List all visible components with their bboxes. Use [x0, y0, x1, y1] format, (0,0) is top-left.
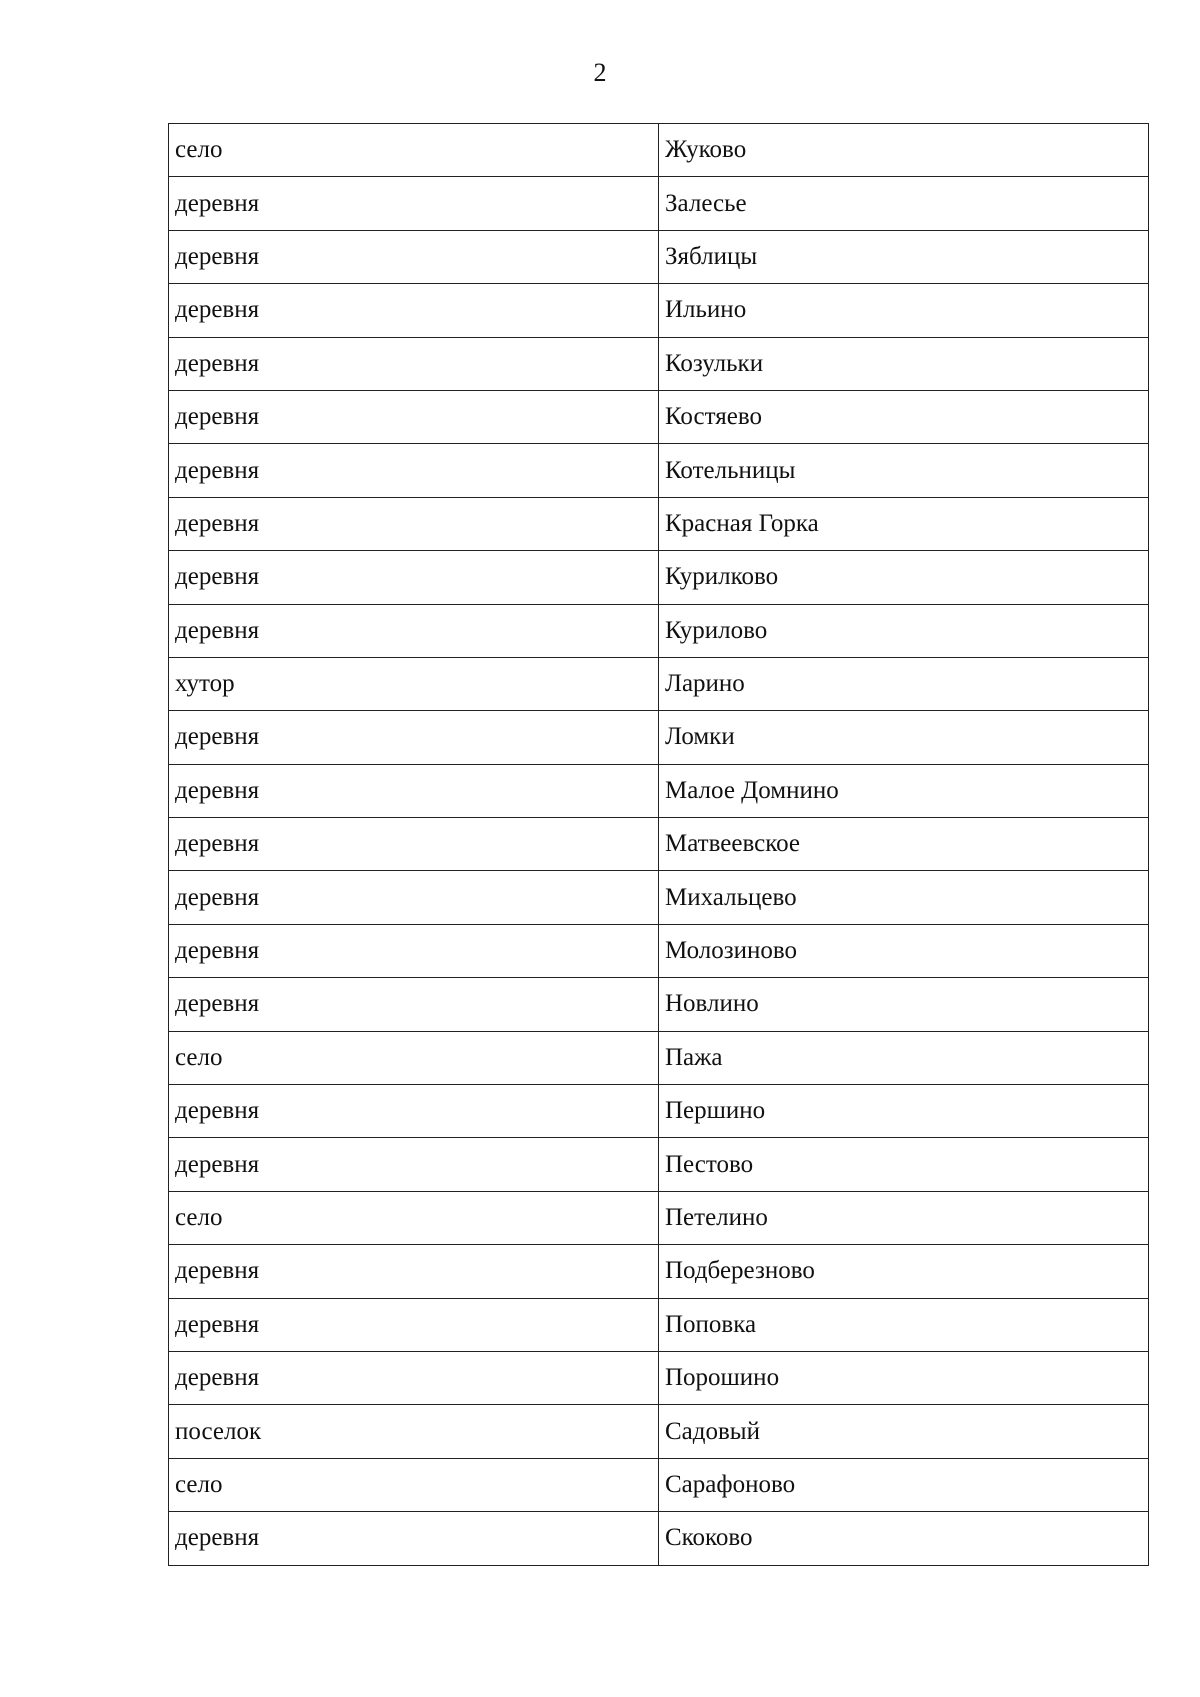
table-row	[169, 657, 1149, 710]
settlement-type-cell: деревня	[169, 1245, 659, 1298]
settlement-name-cell: Порошино	[659, 1351, 1149, 1404]
settlement-name-cell: Молозиново	[659, 924, 1149, 977]
settlement-name-cell: Михальцево	[659, 871, 1149, 924]
table-row	[169, 337, 1149, 390]
table-row	[169, 1458, 1149, 1511]
settlement-type-cell: деревня	[169, 978, 659, 1031]
table-row	[169, 1191, 1149, 1244]
table-row	[169, 551, 1149, 604]
settlement-type-cell: деревня	[169, 1512, 659, 1565]
settlement-type-cell: деревня	[169, 444, 659, 497]
page-number: 2	[593, 58, 607, 87]
settlement-name-cell: Зяблицы	[659, 230, 1149, 283]
settlement-name-cell: Курилково	[659, 551, 1149, 604]
table-row	[169, 1085, 1149, 1138]
settlement-type-cell: деревня	[169, 924, 659, 977]
settlement-type-cell: село	[169, 1191, 659, 1244]
settlement-name-cell: Ломки	[659, 711, 1149, 764]
settlement-name-cell: Подберезново	[659, 1245, 1149, 1298]
settlement-type-cell: деревня	[169, 230, 659, 283]
table-row	[169, 711, 1149, 764]
table-row	[169, 284, 1149, 337]
settlement-type-cell: село	[169, 1031, 659, 1084]
settlement-name-cell: Скоково	[659, 1512, 1149, 1565]
settlement-type-cell: деревня	[169, 1351, 659, 1404]
settlement-type-cell: деревня	[169, 711, 659, 764]
table-row	[169, 604, 1149, 657]
settlements-table-body	[169, 124, 1149, 1566]
settlement-name-cell: Пестово	[659, 1138, 1149, 1191]
settlement-name-cell: Красная Горка	[659, 497, 1149, 550]
settlement-name-cell: Ларино	[659, 657, 1149, 710]
settlement-name-cell: Котельницы	[659, 444, 1149, 497]
settlement-name-cell: Малое Домнино	[659, 764, 1149, 817]
settlement-type-cell: деревня	[169, 177, 659, 230]
settlement-type-cell: деревня	[169, 1298, 659, 1351]
table-row	[169, 124, 1149, 177]
settlement-type-cell: деревня	[169, 390, 659, 443]
settlement-name-cell: Сарафоново	[659, 1458, 1149, 1511]
settlement-type-cell: деревня	[169, 818, 659, 871]
settlement-type-cell: деревня	[169, 1085, 659, 1138]
settlement-name-cell: Першино	[659, 1085, 1149, 1138]
settlement-name-cell: Залесье	[659, 177, 1149, 230]
table-row	[169, 497, 1149, 550]
settlement-name-cell: Пажа	[659, 1031, 1149, 1084]
table-row	[169, 230, 1149, 283]
table-row	[169, 1351, 1149, 1404]
settlement-type-cell: деревня	[169, 284, 659, 337]
settlement-type-cell: деревня	[169, 871, 659, 924]
settlement-name-cell: Курилово	[659, 604, 1149, 657]
table-row	[169, 764, 1149, 817]
table-row	[169, 978, 1149, 1031]
table-row	[169, 1245, 1149, 1298]
table-row	[169, 818, 1149, 871]
settlement-type-cell: деревня	[169, 604, 659, 657]
table-row	[169, 871, 1149, 924]
settlement-type-cell: деревня	[169, 1138, 659, 1191]
settlement-type-cell: деревня	[169, 551, 659, 604]
table-row	[169, 924, 1149, 977]
settlement-name-cell: Новлино	[659, 978, 1149, 1031]
settlement-type-cell: деревня	[169, 337, 659, 390]
table-row	[169, 1031, 1149, 1084]
settlement-name-cell: Козульки	[659, 337, 1149, 390]
settlement-name-cell: Матвеевское	[659, 818, 1149, 871]
table-row	[169, 1512, 1149, 1565]
table-row	[169, 390, 1149, 443]
settlement-name-cell: Петелино	[659, 1191, 1149, 1244]
settlement-type-cell: деревня	[169, 764, 659, 817]
table-row	[169, 444, 1149, 497]
settlement-name-cell: Жуково	[659, 124, 1149, 177]
table-row	[169, 177, 1149, 230]
table-row	[169, 1138, 1149, 1191]
settlement-type-cell: село	[169, 124, 659, 177]
table-row	[169, 1405, 1149, 1458]
settlement-type-cell: село	[169, 1458, 659, 1511]
settlement-name-cell: Поповка	[659, 1298, 1149, 1351]
settlement-type-cell: поселок	[169, 1405, 659, 1458]
settlement-type-cell: деревня	[169, 497, 659, 550]
settlement-name-cell: Костяево	[659, 390, 1149, 443]
settlement-name-cell: Садовый	[659, 1405, 1149, 1458]
settlements-table	[168, 123, 1149, 1566]
settlement-name-cell: Ильино	[659, 284, 1149, 337]
settlement-type-cell: хутор	[169, 657, 659, 710]
table-row	[169, 1298, 1149, 1351]
